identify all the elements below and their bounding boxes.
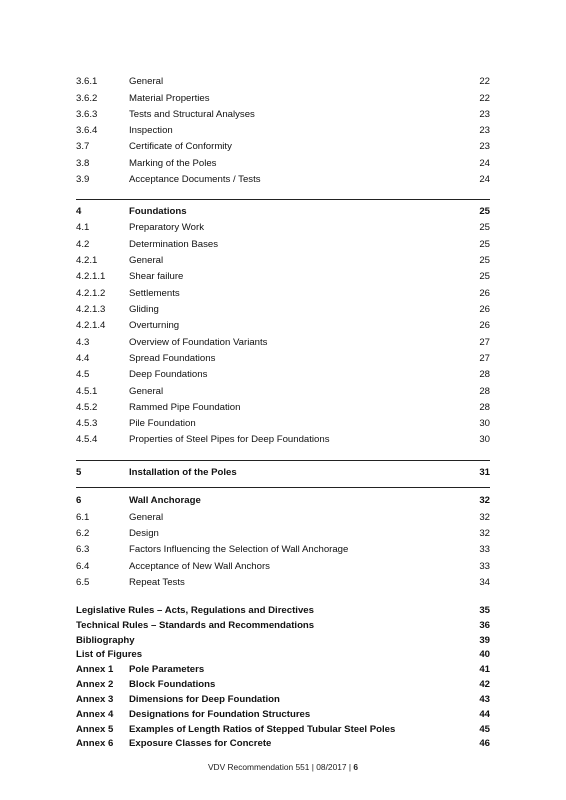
toc-number: Annex 2 (76, 679, 114, 690)
toc-number: 6.2 (76, 528, 90, 539)
toc-title: Overview of Foundation Variants (129, 337, 268, 348)
toc-title: Technical Rules – Standards and Recommendations (76, 620, 315, 631)
toc-number: 6.1 (76, 512, 90, 523)
toc-title: Dimensions for Deep Foundation (129, 694, 280, 705)
toc-page: 39 (479, 635, 490, 646)
toc-page: 25 (479, 271, 490, 282)
toc-title: Inspection (129, 125, 173, 136)
toc-title: Settlements (129, 288, 180, 299)
toc-title: Acceptance Documents / Tests (129, 174, 261, 185)
toc-title: Certificate of Conformity (129, 141, 232, 152)
toc-number: 4.2.1 (76, 255, 98, 266)
toc-page: 22 (479, 93, 490, 104)
toc-page: 36 (479, 620, 490, 631)
toc-entry-4-5-1[interactable] (76, 384, 490, 400)
toc-title: Marking of the Poles (129, 158, 217, 169)
footer-text: VDV Recommendation 551 | 08/2017 | (207, 762, 352, 772)
section-divider (76, 199, 490, 200)
toc-entry-annex-4[interactable] (76, 707, 490, 723)
toc-number: 6 (76, 495, 82, 506)
toc-title: Factors Influencing the Selection of Wall Anchorage (129, 544, 349, 555)
toc-number: 4.1 (76, 222, 90, 233)
toc-page: 25 (479, 239, 490, 250)
toc-entry-4-1[interactable] (76, 220, 490, 236)
toc-number: 4.2.1.4 (76, 320, 106, 331)
toc-title: Rammed Pipe Foundation (129, 402, 241, 413)
toc-entry-3-6-1[interactable] (76, 74, 490, 90)
toc-page: 27 (479, 337, 490, 348)
toc-page: 32 (479, 528, 490, 539)
toc-number: 3.6.3 (76, 109, 98, 120)
toc-entry-list-of-figures[interactable] (76, 647, 490, 663)
toc-page: 45 (479, 724, 490, 735)
toc-entry-3-6-2[interactable] (76, 91, 490, 107)
toc-entry-6-3[interactable] (76, 542, 490, 558)
toc-title: Bibliography (76, 635, 135, 646)
toc-number: 6.4 (76, 561, 90, 572)
toc-number: 4.5.3 (76, 418, 98, 429)
toc-number: 4.3 (76, 337, 90, 348)
toc-entry-6[interactable] (76, 493, 490, 509)
toc-title: Pile Foundation (129, 418, 196, 429)
section-divider (76, 487, 490, 488)
section-divider (76, 460, 490, 461)
toc-number: 3.7 (76, 141, 90, 152)
toc-number: 3.8 (76, 158, 90, 169)
toc-page: 24 (479, 158, 490, 169)
toc-number: Annex 1 (76, 664, 114, 675)
toc-title: Properties of Steel Pipes for Deep Foundations (129, 434, 330, 445)
toc-title: Pole Parameters (129, 664, 205, 675)
toc-number: 4.2.1.1 (76, 271, 106, 282)
toc-title: Exposure Classes for Concrete (129, 738, 272, 749)
page-footer (0, 762, 566, 772)
toc-title: Overturning (129, 320, 180, 331)
toc-page: 24 (479, 174, 490, 185)
toc-number: 3.6.4 (76, 125, 98, 136)
toc-number: Annex 4 (76, 709, 114, 720)
toc-entry-4-5-3[interactable] (76, 416, 490, 432)
toc-entry-3-7[interactable] (76, 139, 490, 155)
toc-number: Annex 5 (76, 724, 114, 735)
toc-entry-annex-1[interactable] (76, 662, 490, 678)
toc-entry-4-5-2[interactable] (76, 400, 490, 416)
toc-page: 30 (479, 434, 490, 445)
toc-entry-4-5[interactable] (76, 367, 490, 383)
toc-entry-4-2-1-4[interactable] (76, 318, 490, 334)
toc-page: 33 (479, 561, 490, 572)
toc-entry-3-9[interactable] (76, 172, 490, 188)
toc-title: Block Foundations (129, 679, 216, 690)
toc-entry-6-4[interactable] (76, 559, 490, 575)
toc-page: 32 (479, 495, 490, 506)
toc-page: 27 (479, 353, 490, 364)
toc-page: 46 (479, 738, 490, 749)
toc-number: 4.5.1 (76, 386, 98, 397)
toc-number: 4.5.4 (76, 434, 98, 445)
toc-number: 4.2.1.3 (76, 304, 106, 315)
toc-entry-4-4[interactable] (76, 351, 490, 367)
toc-entry-annex-6[interactable] (76, 736, 490, 752)
toc-page: 23 (479, 109, 490, 120)
toc-number: 3.9 (76, 174, 90, 185)
toc-number: Annex 3 (76, 694, 114, 705)
toc-title: Shear failure (129, 271, 184, 282)
toc-entry-6-1[interactable] (76, 510, 490, 526)
toc-title: Repeat Tests (129, 577, 185, 588)
toc-number: 5 (76, 467, 82, 478)
toc-page: 25 (479, 255, 490, 266)
toc-title: Designations for Foundation Structures (129, 709, 311, 720)
toc-title: Installation of the Poles (129, 467, 237, 478)
toc-page: 23 (479, 125, 490, 136)
toc-entry-4-2[interactable] (76, 237, 490, 253)
toc-number: 4 (76, 206, 82, 217)
toc-page: 22 (479, 76, 490, 87)
toc-title: Gliding (129, 304, 159, 315)
toc-number: 4.4 (76, 353, 90, 364)
toc-page: 28 (479, 369, 490, 380)
toc-entry-3-6-3[interactable] (76, 107, 490, 123)
toc-number: Annex 6 (76, 738, 114, 749)
toc-number: 3.6.2 (76, 93, 98, 104)
toc-title: Legislative Rules – Acts, Regulations and Directives (76, 605, 314, 616)
toc-page: 26 (479, 288, 490, 299)
toc-entry-4-2-1[interactable] (76, 253, 490, 269)
toc-title: List of Figures (76, 649, 143, 660)
toc-title: Tests and Structural Analyses (129, 109, 255, 120)
toc-title: Foundations (129, 206, 187, 217)
toc-title: Material Properties (129, 93, 210, 104)
toc-number: 4.5 (76, 369, 90, 380)
toc-page: 42 (479, 679, 490, 690)
toc-entry-6-2[interactable] (76, 526, 490, 542)
toc-title: Acceptance of New Wall Anchors (129, 561, 270, 572)
toc-entry-annex-2[interactable] (76, 677, 490, 693)
toc-page: 28 (479, 402, 490, 413)
toc-number: 6.5 (76, 577, 90, 588)
toc-page: 25 (479, 206, 490, 217)
toc-title: Wall Anchorage (129, 495, 201, 506)
toc-title: General (129, 255, 164, 266)
toc-page: 26 (479, 320, 490, 331)
toc-number: 4.2.1.2 (76, 288, 106, 299)
toc-entry-3-8[interactable] (76, 156, 490, 172)
toc-page: 40 (479, 649, 490, 660)
toc-page: 26 (479, 304, 490, 315)
toc-entry-4-3[interactable] (76, 335, 490, 351)
toc-entry-4-2-1-1[interactable] (76, 269, 490, 285)
footer-page-number: 6 (353, 762, 359, 772)
toc-page: 30 (479, 418, 490, 429)
toc-page: 43 (479, 694, 490, 705)
toc-entry-5[interactable] (76, 465, 490, 481)
toc-number: 4.2 (76, 239, 90, 250)
toc-entry-4-2-1-2[interactable] (76, 286, 490, 302)
toc-title: Design (129, 528, 159, 539)
toc-page: 28 (479, 386, 490, 397)
toc-page: 25 (479, 222, 490, 233)
toc-title: Determination Bases (129, 239, 219, 250)
toc-page: 41 (479, 664, 490, 675)
toc-entry-4-2-1-3[interactable] (76, 302, 490, 318)
toc-page: 33 (479, 544, 490, 555)
toc-title: Examples of Length Ratios of Stepped Tubular Steel Poles (129, 724, 396, 735)
toc-entry-3-6-4[interactable] (76, 123, 490, 139)
toc-page: 31 (479, 467, 490, 478)
toc-page: 34 (479, 577, 490, 588)
toc-title: Spread Foundations (129, 353, 216, 364)
toc-entry-legislative-rules[interactable] (76, 603, 490, 619)
toc-entry-4-5-4[interactable] (76, 432, 490, 448)
toc-title: Preparatory Work (129, 222, 204, 233)
toc-title: General (129, 386, 164, 397)
toc-number: 3.6.1 (76, 76, 98, 87)
toc-entry-4[interactable] (76, 204, 490, 220)
toc-title: Deep Foundations (129, 369, 208, 380)
toc-page: 44 (479, 709, 490, 720)
toc-entry-6-5[interactable] (76, 575, 490, 591)
toc-page: 35 (479, 605, 490, 616)
toc-entry-annex-3[interactable] (76, 692, 490, 708)
toc-entry-technical-rules[interactable] (76, 618, 490, 634)
toc-page: 23 (479, 141, 490, 152)
toc-page: 32 (479, 512, 490, 523)
toc-title: General (129, 512, 164, 523)
toc-number: 4.5.2 (76, 402, 98, 413)
toc-number: 6.3 (76, 544, 90, 555)
toc-title: General (129, 76, 164, 87)
